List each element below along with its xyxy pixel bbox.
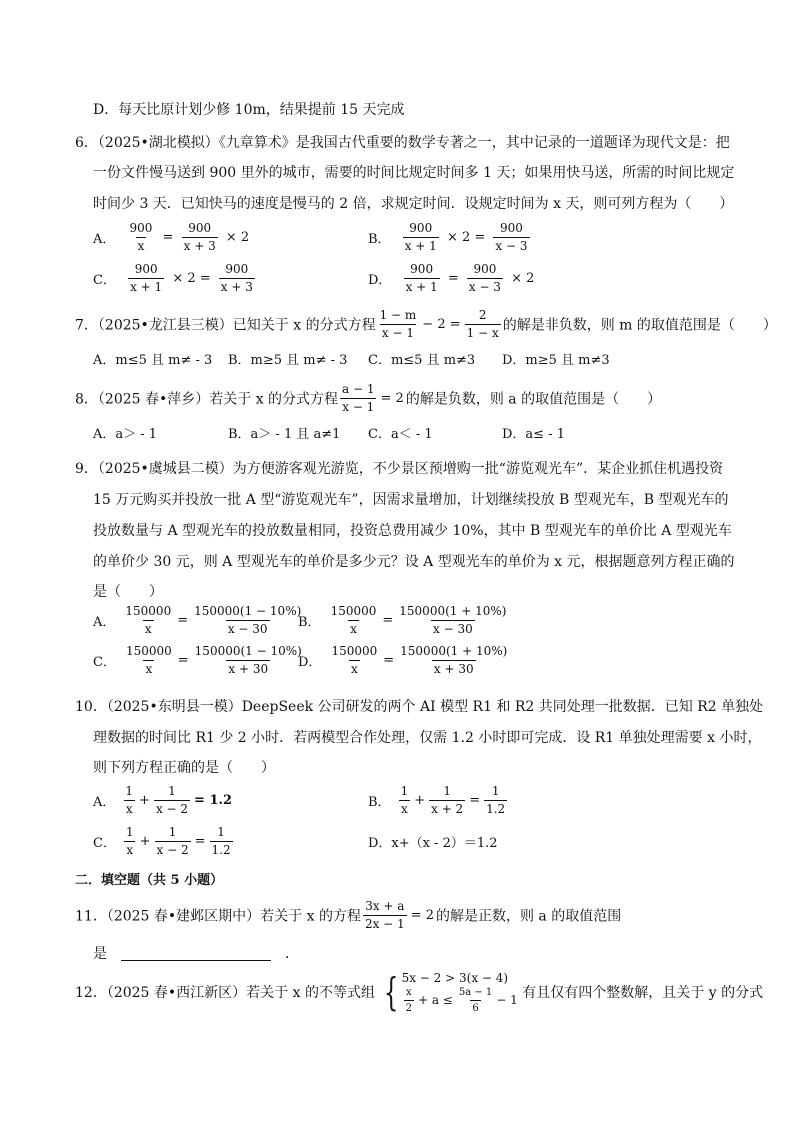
q11-stem: 11．（2025 春•建邺区期中）若关于 x 的方程 $\frac{3x + a}{2x - 1}$ = 2 的解是正数，则 a 的取值范围 bbox=[75, 899, 622, 932]
q9-line5: 是（ ） bbox=[93, 584, 163, 600]
q10-option-b: B． $\frac{1}{x}$ + $\frac{1}{x + 2}$ = $\frac{1}{1.2}$ bbox=[368, 784, 506, 817]
q9-option-c: C． $\frac{150000}{x}$ = $\frac{150000(1 - 10\%)}{x + 30}$ bbox=[93, 644, 302, 677]
q8-stem: 8．（2025 春•萍乡）若关于 x 的分式方程 $\frac{a - 1}{x - 1}$ = 2 的解是负数，则 a 的取值范围是（ ） bbox=[75, 382, 662, 415]
q11-answer-blank[interactable] bbox=[121, 946, 271, 961]
q6-option-d: D． $\frac{900}{x + 1}$ = $\frac{900}{x - 3}$ × 2 bbox=[368, 262, 535, 295]
q9-line2: 15 万元购买并投放一批 A 型“游览观光车”，因需求量增加，计划继续投放 B 型观光车，B 型观光车的 bbox=[93, 492, 729, 508]
q12-inequality-system: { 5x − 2 > 3(x − 4) $\frac{x}{2}$ + a ≤ $\frac{5a - 1}{6}$ − 1 bbox=[384, 969, 518, 1014]
q12-stem: 12．（2025 春•西江新区）若关于 x 的不等式组 { 5x − 2 > 3(x − 4) $\frac{x}{2}$ + a ≤ $\frac{5a - 1}{6}$ − 1 有且仅有四个整数解，且关于 y 的分式 bbox=[75, 969, 764, 1014]
section-title: 二．填空题（共 5 小题） bbox=[75, 873, 224, 888]
q7-option-c: C．m≤5 且 m≠3 bbox=[368, 353, 476, 368]
q8-option-b: B．a＞ - 1 且 a≠1 bbox=[228, 427, 341, 442]
q8-option-c: C．a＜ - 1 bbox=[368, 427, 433, 442]
q6-line1: 6．（2025•湖北模拟）《九章算术》是我国古代重要的数学专著之一，其中记录的一道题译为现代文是：把 bbox=[75, 135, 730, 151]
q7-stem: 7．（2025•龙江县三模）已知关于 x 的分式方程 $\frac{1 - m}{x - 1}$ − 2 = $\frac{2}{1 - x}$ 的解是非负数，则 m 的取值范围是（ ） bbox=[75, 308, 777, 341]
q7-option-d: D．m≥5 且 m≠3 bbox=[502, 353, 610, 368]
q8-option-a: A．a＞ - 1 bbox=[93, 427, 158, 442]
q7-option-b: B．m≥5 且 m≠ - 3 bbox=[228, 353, 348, 368]
q9-option-a: A． $\frac{150000}{x}$ = $\frac{150000(1 - 10\%)}{x - 30}$ bbox=[93, 604, 302, 637]
q11-line2: 是 ． bbox=[93, 946, 299, 962]
q6-line3: 时间少 3 天．已知快马的速度是慢马的 2 倍，求规定时间．设规定时间为 x 天，则可列方程为（ ） bbox=[93, 196, 734, 212]
q10-option-a: A． $\frac{1}{x}$ + $\frac{1}{x - 2}$ = 1.2 bbox=[93, 784, 233, 817]
q6-option-b: B． $\frac{900}{x + 1}$ × 2 = $\frac{900}{x - 3}$ bbox=[368, 221, 528, 254]
q10-line2: 理数据的时间比 R1 少 2 小时．若两模型合作处理，仅需 1.2 小时即可完成．设 R1 单独处理需要 x 小时， bbox=[93, 730, 762, 746]
q9-line3: 投放数量与 A 型观光车的投放数量相同，投资总费用减少 10%，其中 B 型观光车的单价比 A 型观光车 bbox=[93, 523, 732, 539]
q10-option-c: C． $\frac{1}{x}$ + $\frac{1}{x - 2}$ = $\frac{1}{1.2}$ bbox=[93, 825, 231, 858]
q6-option-c: C． $\frac{900}{x + 1}$ × 2 = $\frac{900}{x + 3}$ bbox=[93, 262, 253, 295]
q8-option-d: D．a≤ - 1 bbox=[502, 427, 565, 442]
q9-line1: 9．（2025•虞城县二模）为方便游客观光游览，不少景区预增购一批“游览观光车”．某企业抓住机遇投资 bbox=[75, 461, 724, 477]
q10-line3: 则下列方程正确的是（ ） bbox=[93, 760, 275, 776]
q6-line2: 一份文件慢马送到 900 里外的城市，需要的时间比规定时间多 1 天；如果用快马送，所需的时间比规定 bbox=[93, 165, 735, 181]
q9-option-b: B． $\frac{150000}{x}$ = $\frac{150000(1 + 10\%)}{x - 30}$ bbox=[298, 604, 507, 637]
q10-line1: 10．（2025•东明县一模）DeepSeek 公司研发的两个 AI 模型 R1 和 R2 共同处理一批数据．已知 R2 单独处 bbox=[75, 699, 764, 715]
q10-option-d: D．x+（x - 2）＝1.2 bbox=[368, 836, 498, 851]
q6-option-a: A． $\frac{900}{x}$ = $\frac{900}{x + 3}$ × 2 bbox=[93, 221, 250, 254]
q9-option-d: D． $\frac{150000}{x}$ = $\frac{150000(1 + 10\%)}{x + 30}$ bbox=[298, 644, 508, 677]
q5-option-d: D．每天比原计划少修 10m，结果提前 15 天完成 bbox=[93, 102, 405, 118]
q9-line4: 的单价少 30 元，则 A 型观光车的单价是多少元？设 A 型观光车的单价为 x 元，根据题意列方程正确的 bbox=[93, 554, 735, 570]
q7-option-a: A．m≤5 且 m≠ - 3 bbox=[93, 353, 213, 368]
